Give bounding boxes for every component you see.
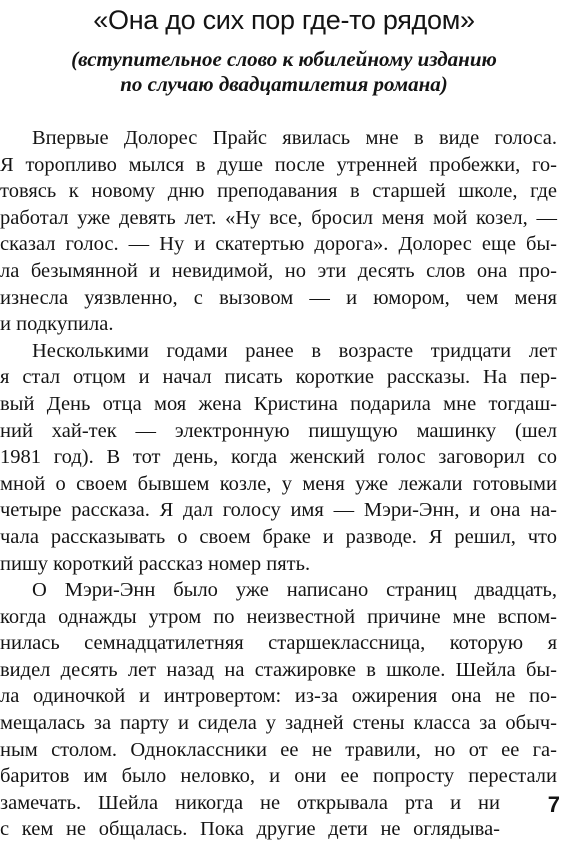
text-line: изнесла уязвленно, с вызовом — и юмором, чем меня — [0, 286, 557, 309]
text-line: О Мэри-Энн было уже написано страниц двадцать, — [32, 579, 557, 602]
body-text — [0, 125, 557, 843]
text-line: мещалась за парту и сидела у задней стены класса за обыч- — [0, 712, 557, 735]
page-number: 7 — [547, 792, 560, 817]
text-line: четыре рассказа. Я дал голосу имя — Мэри-Энн, и она на- — [0, 499, 557, 522]
text-line: когда однажды утром по неизвестной причине мне вспом- — [0, 605, 557, 628]
chapter-subtitle — [0, 47, 568, 97]
subtitle-line: (вступительное слово к юбилейному изданию — [71, 47, 497, 71]
text-line: товясь к новому дню преподавания в старшей школе, где — [0, 180, 557, 203]
text-line: Я торопливо мылся в душе после утренней пробежки, го- — [0, 153, 557, 176]
text-line: Несколькими годами ранее в возрасте тридцати лет — [32, 339, 557, 362]
text-line: работал уже девять лет. «Ну все, бросил меня мой козел, — — [0, 206, 557, 229]
text-line: баритов им было неловко, и они ее попросту перестали — [0, 765, 557, 788]
chapter-title: «Она до сих пор где-то рядом» — [93, 5, 475, 35]
text-line: видел десять лет назад на стажировке в школе. Шейла бы- — [0, 658, 557, 681]
text-line: сказал голос. — Ну и скатертью дорога». Долорес еще бы- — [0, 233, 557, 256]
text-line: ний хай-тек — электронную пишущую машинку (шел — [0, 419, 557, 442]
text-line: вый День отца моя жена Кристина подарила мне тогдаш- — [0, 392, 557, 415]
text-line: ла одиночкой и интровертом: из-за ожирения она не по- — [0, 685, 557, 708]
text-line: замечать. Шейла никогда не открывала рта и ни — [0, 791, 500, 814]
text-line: и подкупила. — [0, 313, 114, 336]
text-line: Впервые Долорес Прайс явилась мне в виде голоса. — [32, 127, 557, 149]
text-line: нилась семнадцатилетняя старшеклассница, которую я — [0, 632, 557, 655]
text-line: я стал отцом и начал писать короткие рассказы. На пер- — [0, 366, 557, 389]
text-line: ным столом. Одноклассники ее не травили, но от ее га- — [0, 738, 557, 761]
text-line: ла безымянной и невидимой, но эти десять слов она про- — [0, 259, 557, 282]
text-line: с кем не общалась. Пока другие дети не оглядыва- — [0, 818, 500, 841]
text-line: мной о своем бывшем козле, у меня уже лежали готовыми — [0, 472, 557, 495]
text-line: пишу короткий рассказ номер пять. — [0, 552, 311, 575]
text-line: чала рассказывать о своем браке и разводе. Я решил, что — [0, 525, 557, 548]
text-line: 1981 год). В тот день, когда женский голос заговорил со — [0, 446, 557, 469]
subtitle-line: по случаю двадцатилетия романа) — [120, 72, 448, 96]
